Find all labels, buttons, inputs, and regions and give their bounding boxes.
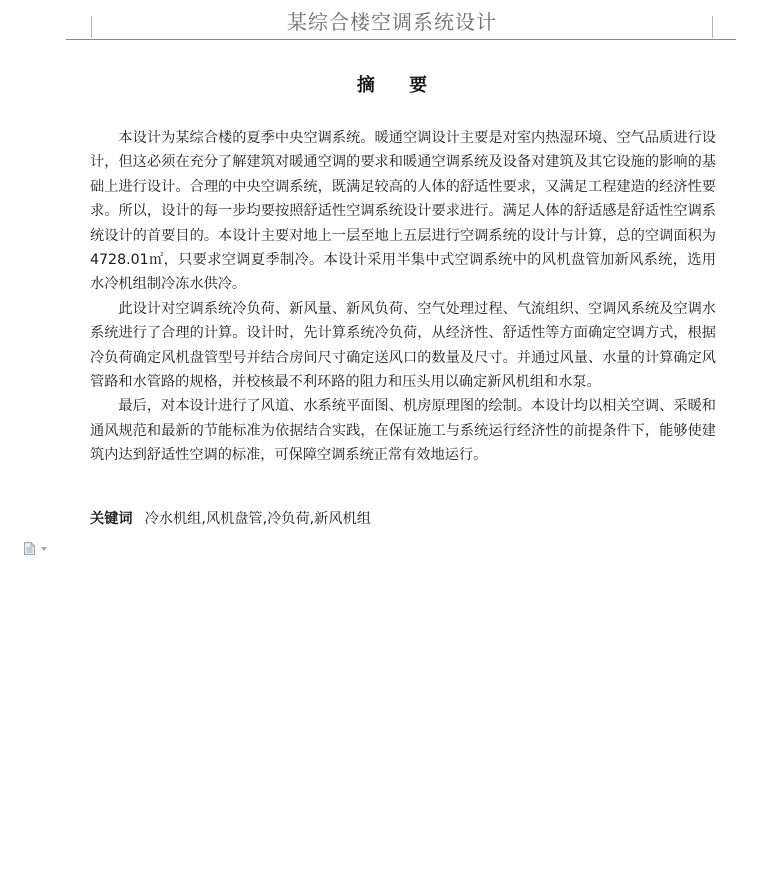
abstract-heading: 摘 要 bbox=[356, 75, 442, 96]
keywords-line bbox=[90, 509, 371, 529]
abstract-paragraph: 最后，对本设计进行了风道、水系统平面图、机房原理图的绘制。本设计均以相关空调、采暖和通风规范和最新的节能标准为依据结合实践，在保证施工与系统运行经济性的前提条件下，能够使建筑内达到舒适性空调的标准，可保障空调系统正常有效地运行。 bbox=[90, 398, 716, 464]
paste-options-button[interactable] bbox=[24, 542, 54, 556]
page-header-title: 某综合楼空调系统设计 bbox=[287, 10, 497, 34]
abstract-paragraph: 本设计为某综合楼的夏季中央空调系统。暖通空调设计主要是对室内热湿环境、空气品质进行设计，但这必须在充分了解建筑对暖通空调的要求和暖通空调系统及设备对建筑及其它设施的影响的基础上进行设计。合理的中央空调系统，既满足较高的人体的舒适性要求，又满足工程建造的经济性要求。所以，设计的每一步均要按照舒适性空调系统设计要求进行。满足人体的舒适感是舒适性空调系统设计的首要目的。本设计主要对地上一层至地上五层进行空调系统的设计与计算，总的空调面积为 4728.01㎡，只要求空调夏季制冷。本设计采用半集中式空调系统中的风机盘管加新风系统，选用水冷机组制冷冻水供冷。 bbox=[90, 130, 716, 293]
caret-down-icon bbox=[41, 547, 47, 551]
abstract-paragraph: 此设计对空调系统冷负荷、新风量、新风负荷、空气处理过程、气流组织、空调风系统及空调水系统进行了合理的计算。设计时，先计算系统冷负荷，从经济性、舒适性等方面确定空调方式，根据冷负荷确定风机盘管型号并结合房间尺寸确定送风口的数量及尺寸。并通过风量、水量的计算确定风管路和水管路的规格，并校核最不利环路的阻力和压头用以确定新风机组和水泵。 bbox=[90, 300, 716, 391]
document-icon bbox=[24, 542, 35, 555]
keywords-value: 冷水机组,风机盘管,冷负荷,新风机组 bbox=[144, 511, 371, 527]
keywords-label: 关键词 bbox=[90, 511, 133, 527]
abstract-body bbox=[90, 126, 716, 468]
header-divider bbox=[66, 39, 736, 40]
